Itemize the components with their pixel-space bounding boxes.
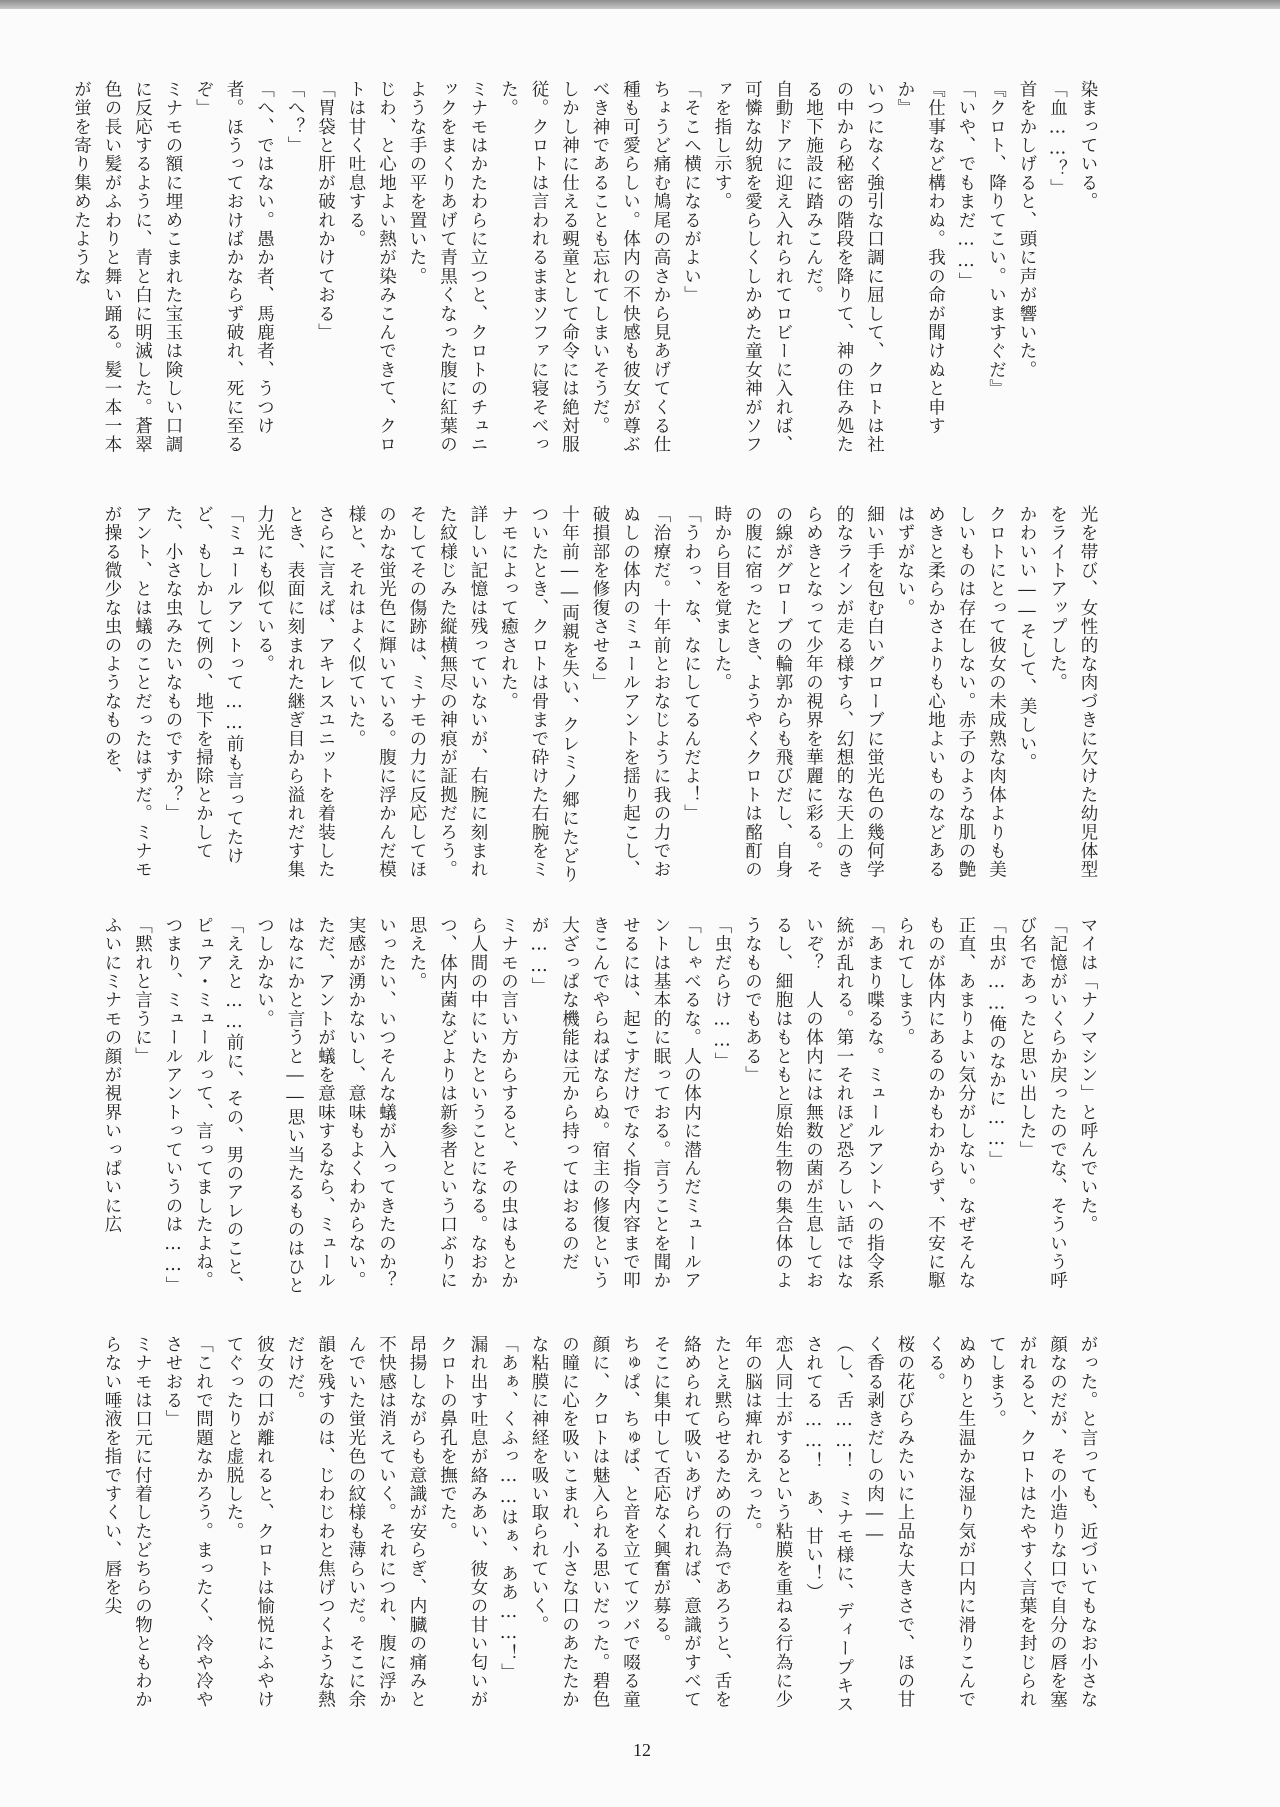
paragraph: 十年前――両親を失い、クレミノ郷にたどりついたとき、クロトは骨まで砕けた右腕をミナモによって癒された。 xyxy=(498,505,580,884)
paragraph: 「へ、ではない。愚か者、馬鹿者、うつけ者。ほうっておけばかならず破れ、死に至るぞ」 xyxy=(193,80,275,454)
text-column-3 xyxy=(102,916,1103,1309)
paragraph: いつになく強引な口調に屈して、クロトは社の中から秘密の階段を降りて、神の住み処たる地下施設に踏みこんだ。 xyxy=(803,80,885,454)
paragraph: 漏れ出す吐息が絡みあい、彼女の甘い匂いがクロトの鼻孔を撫でた。 xyxy=(437,1335,488,1709)
paragraph: 「しゃべるな。人の体内に潜んだミュールアントは基本的に眠っておる。言うことを聞かせるには、起こすだけでなく指令内容まで叩きこんでやらねばならぬ。宿主の修復という大ざっぱな機能は元から持ってはおるのだが……」 xyxy=(529,916,702,1290)
text-column-2 xyxy=(102,505,1103,885)
paragraph: しかし神に仕える覡童として命令には絶対服従。クロトは言われるままソファに寝そべった。 xyxy=(498,80,580,454)
paragraph: じわ、と心地よい熱が染みこんできて、クロトは甘く吐息する。 xyxy=(346,80,397,454)
paragraph: ミナモは口元に付着したどちらの物ともわからない唾液を指ですくい、唇を尖 xyxy=(102,1335,153,1709)
paragraph: ミナモの額に埋めこまれた宝玉は険しい口調に反応するように、青と白に明滅した。蒼翠色の長い髪がふわりと舞い踊る。髪一本一本が蛍を寄り集めたような xyxy=(71,80,183,454)
paragraph: 恋人同士がするという粘膜を重ねる行為に少年の脳は痺れかえった。 xyxy=(742,1335,793,1709)
paragraph: 彼女の口が離れると、クロトは愉悦にふやけてぐったりと虚脱した。 xyxy=(224,1335,275,1709)
paragraph: ぬめりと生温かな湿り気が口内に滑りこんでくる。 xyxy=(925,1335,976,1709)
paragraph: 正直、あまりよい気分がしない。なぜそんなものが体内にあるのかもわからず、不安に駆られてしまう。 xyxy=(895,916,976,1290)
paragraph: 「あまり喋るな。ミュールアントへの指令系統が乱れる。第一それほど恐ろしい話ではないぞ？ 人の体内には無数の菌が生息しておるし、細胞はもともと原始生物の集合体のようなものでもある」 xyxy=(742,916,885,1290)
paragraph: マイは「ナノマシン」と呼んでいた。 xyxy=(1078,916,1098,1234)
paragraph: 「虫だらけ……」 xyxy=(712,916,732,1071)
paragraph: 「これで問題なかろう。まったく、冷や冷やさせおる」 xyxy=(163,1335,214,1709)
paragraph: いったい、いつそんな蟻が入ってきたのか？ 実感が湧かないし、意味もよくわからない。 xyxy=(346,916,397,1309)
paragraph: 「そこへ横になるがよい」 xyxy=(681,80,702,305)
paragraph: 「虫が……俺のなかに……」 xyxy=(986,916,1007,1170)
paragraph: 首をかしげると、頭に声が響いた。 xyxy=(1017,80,1037,380)
paragraph: アント、とは蟻のことだったはずだ。ミナモが操る微少な虫のようなものを、 xyxy=(102,505,153,879)
paragraph: ミナモはかたわらに立つと、クロトのチュニックをまくりあげて青黒くなった腹に紅葉のような手の平を置いた。 xyxy=(407,80,488,454)
paragraph: ミナモの言い方からすると、その虫はもとから人間の中にいたということになる。なおかつ、体内菌などよりは新参者という口ぶりに思えた。 xyxy=(407,916,519,1290)
paragraph: 光を帯び、女性的な肉づきに欠けた幼児体型をライトアップした。 xyxy=(1047,505,1098,879)
paragraph: 「治療だ。十年前とおなじように我の力でおぬしの体内のミュールアントを揺り起こし、破損部を修復させる」 xyxy=(590,505,671,879)
page-number: 12 xyxy=(633,1740,651,1760)
paragraph: 自動ドアに迎え入れられてロビーに入れば、可憐な幼貌を愛らしくしかめた童女神がソファを指し示す。 xyxy=(712,80,793,454)
paragraph: クロトにとって彼女の未成熟な肉体よりも美しいものは存在しない。赤子のような肌の艶めきと柔らかさよりも心地よいものなどあるはずがない。 xyxy=(895,505,1007,879)
paragraph: 「うわっ、な、なにしてるんだよ！」 xyxy=(681,505,702,823)
paragraph: 「ええと……前に、その、男のアレのこと、ピュア・ミュールって、言ってましたよね。つまり、ミュールアントっていうのは……」 xyxy=(163,916,244,1295)
paragraph: 「胃袋と肝が破れかけておる」 xyxy=(315,80,336,342)
paragraph: ちょうど痛む鳩尾の高さから見あげてくる仕種も可愛らしい。体内の不快感も彼女が尊ぶべき神であることも忘れてしまいそうだ。 xyxy=(590,80,671,454)
paragraph: 桜の花びらみたいに上品な大きさで、ほの甘く香る剥きだしの肉―― xyxy=(864,1335,915,1709)
paragraph: 『クロト、降りてこい。いますぐだ』 xyxy=(986,80,1007,398)
text-column-1 xyxy=(71,80,1103,460)
text-column-4 xyxy=(102,1335,1103,1715)
paragraph: 染まっている。 xyxy=(1078,80,1098,211)
paragraph: 『仕事など構わぬ。我の命が聞けぬと申すか』 xyxy=(895,80,946,436)
paragraph: さらに言えば、アキレスユニットを着装したとき、表面に刻まれた継ぎ目から溢れだす集力光にも似ている。 xyxy=(254,505,336,879)
paragraph: 詳しい記憶は残っていないが、右腕に刻まれた紋様じみた縦横無尽の神痕が証拠だろう。そしてその傷跡は、ミナモの力に反応してほのかな蛍光色に輝いている。腹に浮かんだ模様と、それはよく似ていた。 xyxy=(346,505,488,879)
paragraph: ふいにミナモの顔が視界いっぱいに広 xyxy=(102,916,122,1234)
paragraph: ちゅぱ、ちゅぱ、と音を立ててツバで啜る童顔に、クロトは魅入られる思いだった。碧色の瞳に心を吸いこまれ、小さな口のあたたかな粘膜に神経を吸い取られていく。 xyxy=(529,1335,641,1709)
paragraph: がった。と言っても、近づいてもなお小さな顔なのだが、その小造りな口で自分の唇を塞がれると、クロトはたやすく言葉を封じられてしまう。 xyxy=(986,1335,1098,1709)
paragraph: ただ、アントが蟻を意味するなら、ミュールはなにかと言うと――思い当たるものはひとつしかない。 xyxy=(254,916,336,1295)
paragraph: 「あぁ、くふっ……はぁ、ああ……！」 xyxy=(498,1335,519,1682)
paragraph: （し、舌……！ ミナモ様に、ディープキスされてる……！ あ、甘い！） xyxy=(803,1335,854,1714)
paragraph: 「血……？」 xyxy=(1047,80,1068,198)
paragraph: 「へ？」 xyxy=(285,80,305,155)
scan-edge xyxy=(0,0,1280,9)
paragraph: たとえ黙らせるための行為であろうと、舌を絡められて吸いあげられれば、意識がすべてそこに集中して否応なく興奮が募る。 xyxy=(651,1335,732,1709)
paragraph: 「ミュールアントって……前も言ってたけど、もしかして例の、地下を掃除とかしてた、小さな虫みたいなものですか？」 xyxy=(163,505,244,866)
paragraph: かわいい――そして、美しい。 xyxy=(1017,505,1037,772)
paragraph: 「黙れと言うに」 xyxy=(132,916,153,1066)
paragraph: 昂揚しながらも意識が安らぎ、内臓の痛みと不快感は消えていく。それにつれ、腹に浮かんでいた蛍光色の紋様も薄らいだ。そこに余韻を残すのは、じわじわと焦げつくような熱だけだ。 xyxy=(285,1335,427,1709)
paragraph: 「記憶がいくらか戻ったのでな、そういう呼び名であったと思い出した」 xyxy=(1017,916,1068,1290)
paragraph: 細い手を包む白いグローブに蛍光色の幾何学的なラインが走る様すら、幻想的な天上のきらめきとなって少年の視界を華麗に彩る。その線がグローブの輪郭からも飛びだし、自身の腹に宿ったとき、ようやくクロトは酩酊の時から目を覚ました。 xyxy=(712,505,885,879)
paragraph: 「いや、でもまだ……」 xyxy=(956,80,976,291)
